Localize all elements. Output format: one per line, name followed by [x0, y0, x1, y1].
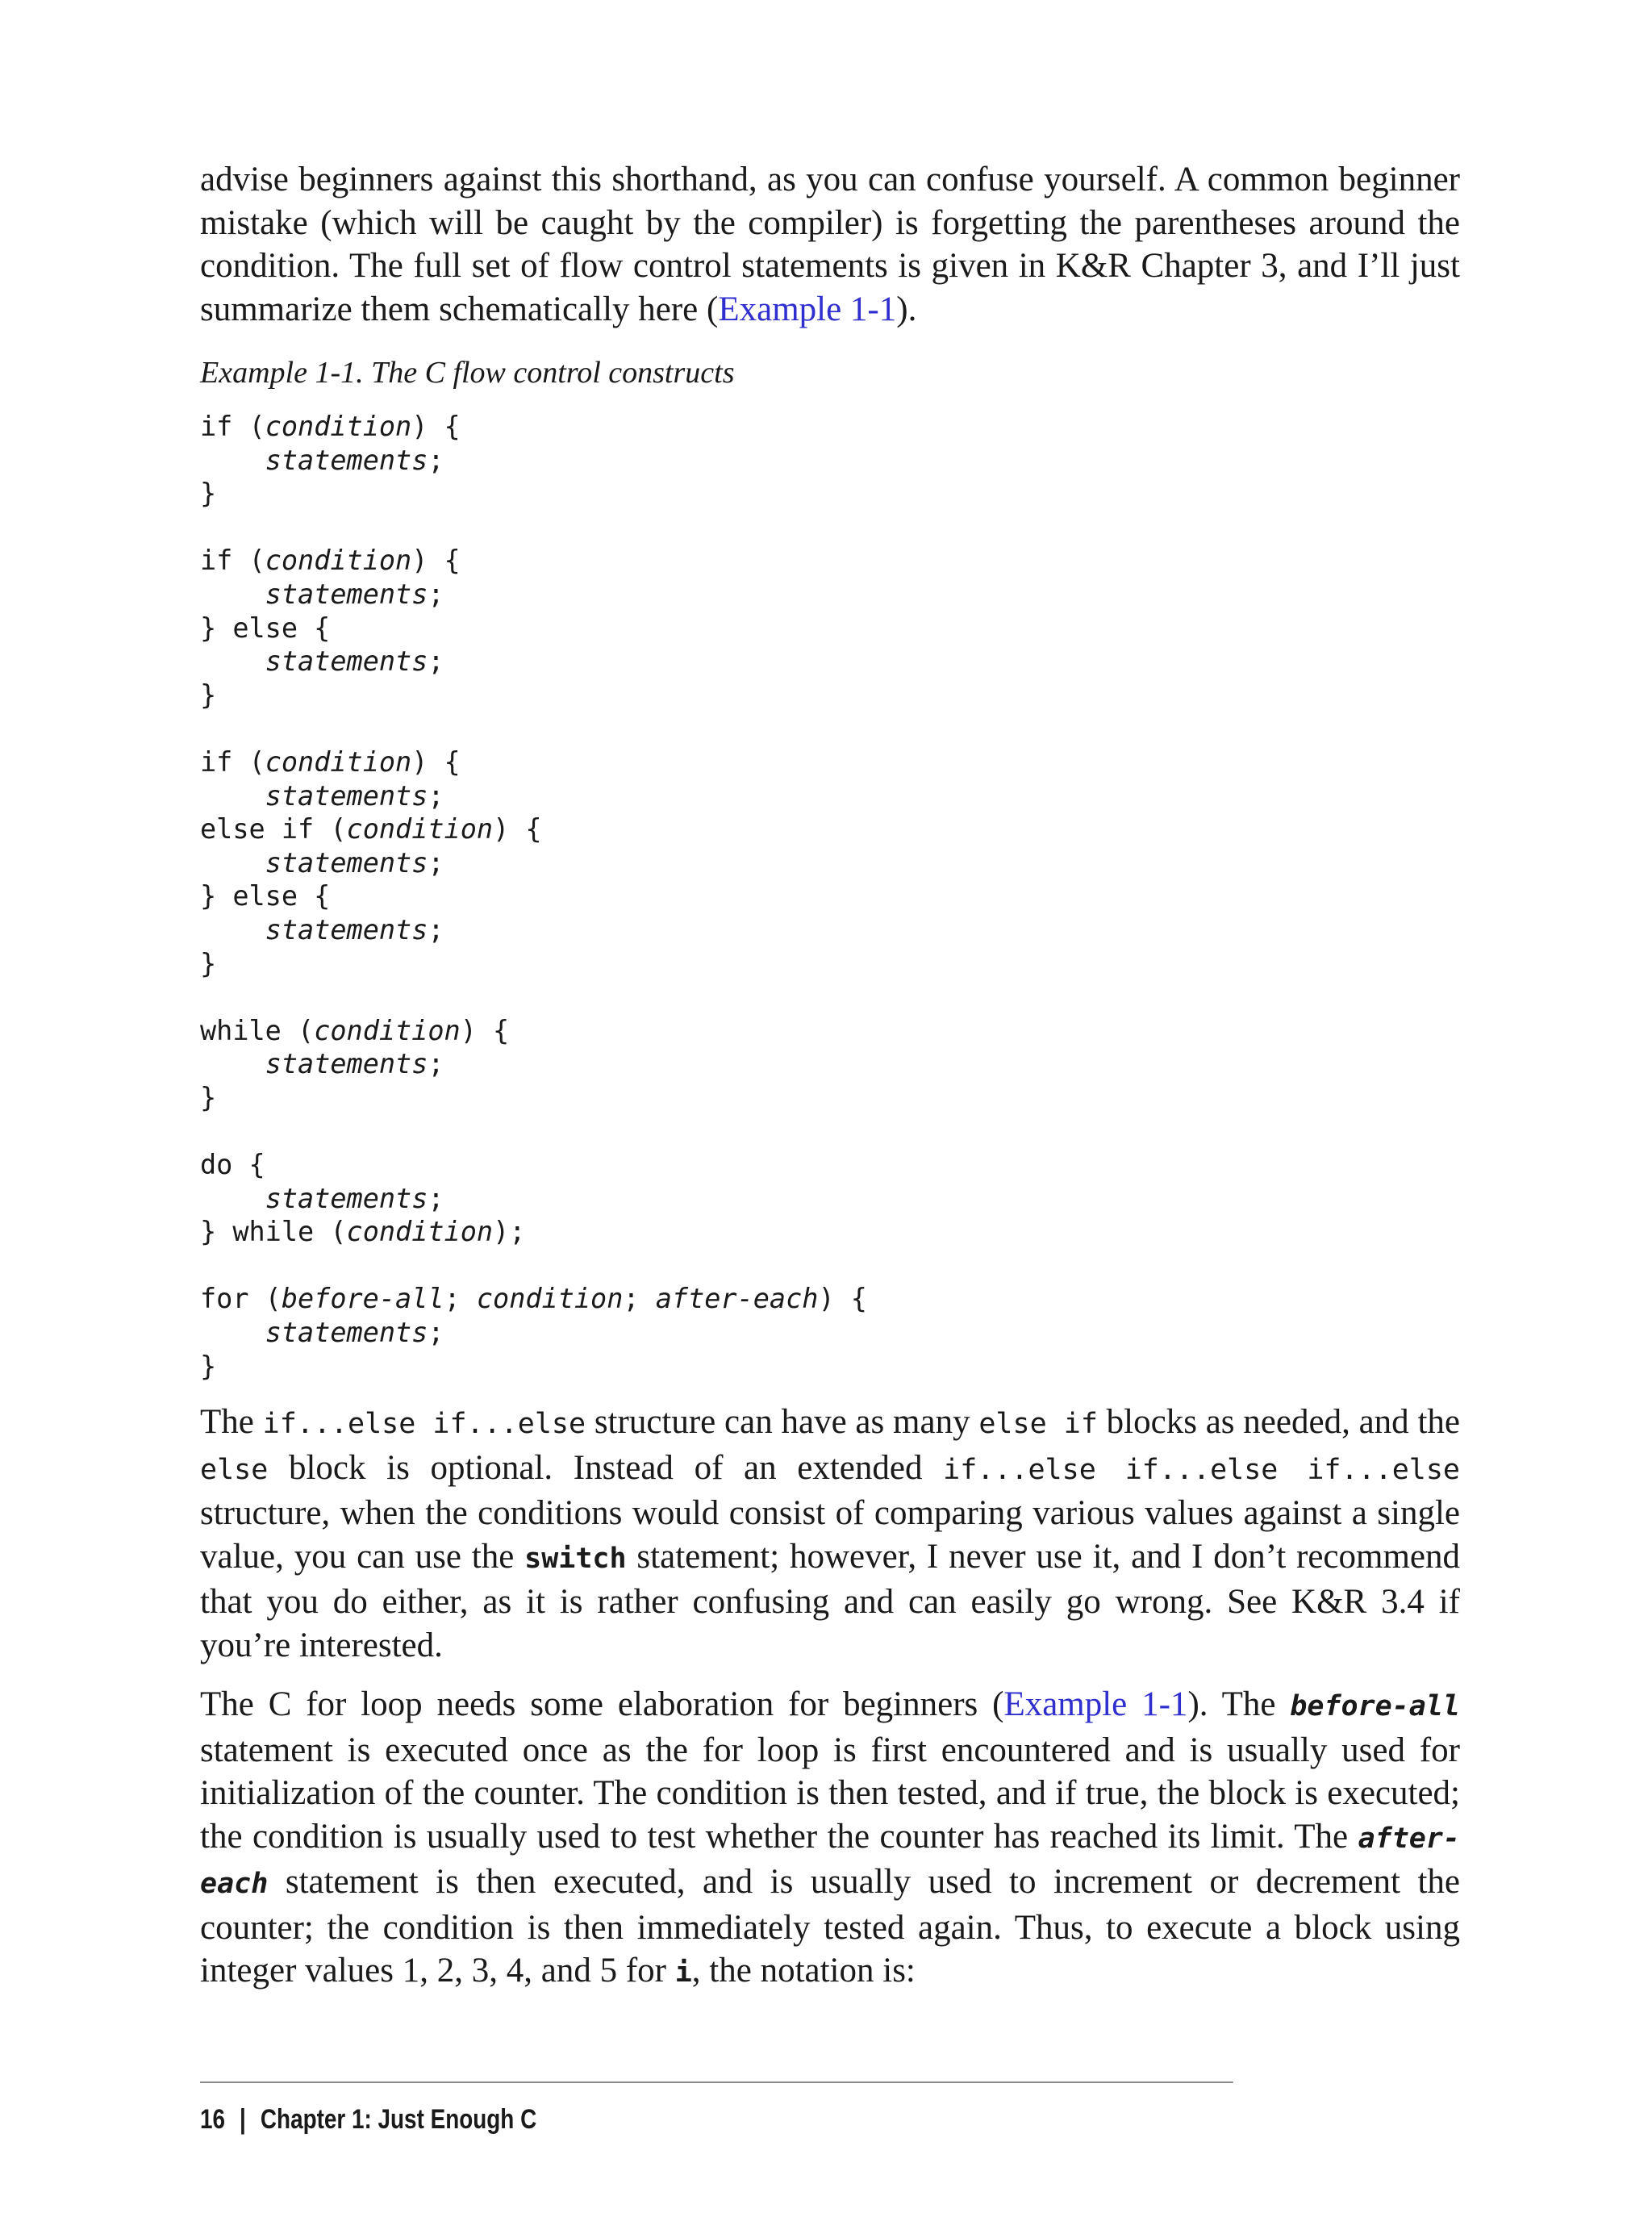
- code-line: if (condition) {: [200, 545, 461, 577]
- code-line: statements;: [265, 645, 444, 678]
- code-line: }: [200, 478, 217, 510]
- code-line: statements;: [265, 1317, 444, 1349]
- code-line: statements;: [265, 913, 444, 946]
- code-line: else if (condition) {: [200, 813, 542, 846]
- code-line: for (before-all; condition; after-each) {: [200, 1283, 867, 1315]
- code-line: if (condition) {: [200, 411, 461, 442]
- example-link[interactable]: Example 1-1: [718, 290, 897, 328]
- code-line: } while (condition);: [200, 1216, 526, 1248]
- page-footer: [200, 2081, 1233, 2136]
- page-content: [200, 158, 1460, 1995]
- paragraph-intro: advise beginners against this shorthand, as you can confuse yourself. A common beginner mistake (which will be caught by the compiler) is forgetting the parentheses around the condition. The full set of flow control statements is given in K&R Chapter 3, and I’ll just summarize them schematically here (Example 1-1).: [200, 161, 1460, 328]
- paragraph-else-if: The if...else if...else structure can have as many else if blocks as needed, and the else block is optional. Instead of an extended if...else if...else if...else structure, when the conditions would consist of comparing various values against a single value, you can use the switch statement; however, I never use it, and I don’t recommend that you do either, as it is rather confusing and can easily go wrong. See K&R 3.4 if you’re interested.: [200, 1403, 1460, 1664]
- example-caption: Example 1-1. The C flow control constructs: [200, 356, 735, 390]
- chapter-title: Chapter 1: Just Enough C: [260, 2104, 537, 2135]
- code-line: }: [200, 679, 217, 711]
- code-line: statements;: [265, 578, 444, 610]
- code-line: statements;: [265, 444, 444, 476]
- footer-separator: |: [240, 2104, 246, 2135]
- code-line: }: [200, 1081, 217, 1113]
- page-number: 16: [200, 2104, 226, 2135]
- code-line: }: [200, 1350, 217, 1382]
- code-line: }: [200, 947, 217, 979]
- code-line: do {: [200, 1149, 265, 1181]
- code-line: if (condition) {: [200, 745, 461, 778]
- code-listing: [200, 410, 1460, 1383]
- example-link[interactable]: Example 1-1: [1003, 1685, 1188, 1724]
- code-line: statements;: [265, 1182, 444, 1214]
- code-line: } else {: [200, 880, 331, 912]
- code-line: statements;: [265, 779, 444, 812]
- code-line: statements;: [265, 1048, 444, 1080]
- code-line: } else {: [200, 612, 331, 644]
- code-line: while (condition) {: [200, 1014, 510, 1046]
- paragraph-for-loop: The C for loop needs some elaboration for beginners (Example 1-1). The before-all statement is executed once as the for loop is first encountered and is usually used for initialization of the counter. The condition is then tested, and if true, the block is executed; the condition is usually used to test whether the counter has reached its limit. The after-each statement is then executed, and is usually used to increment or decrement the counter; the condition is then immediately tested again. Thus, to execute a block using integer values 1, 2, 3, 4, and 5 for i, the notation is:: [200, 1685, 1460, 1990]
- code-line: statements;: [265, 846, 444, 879]
